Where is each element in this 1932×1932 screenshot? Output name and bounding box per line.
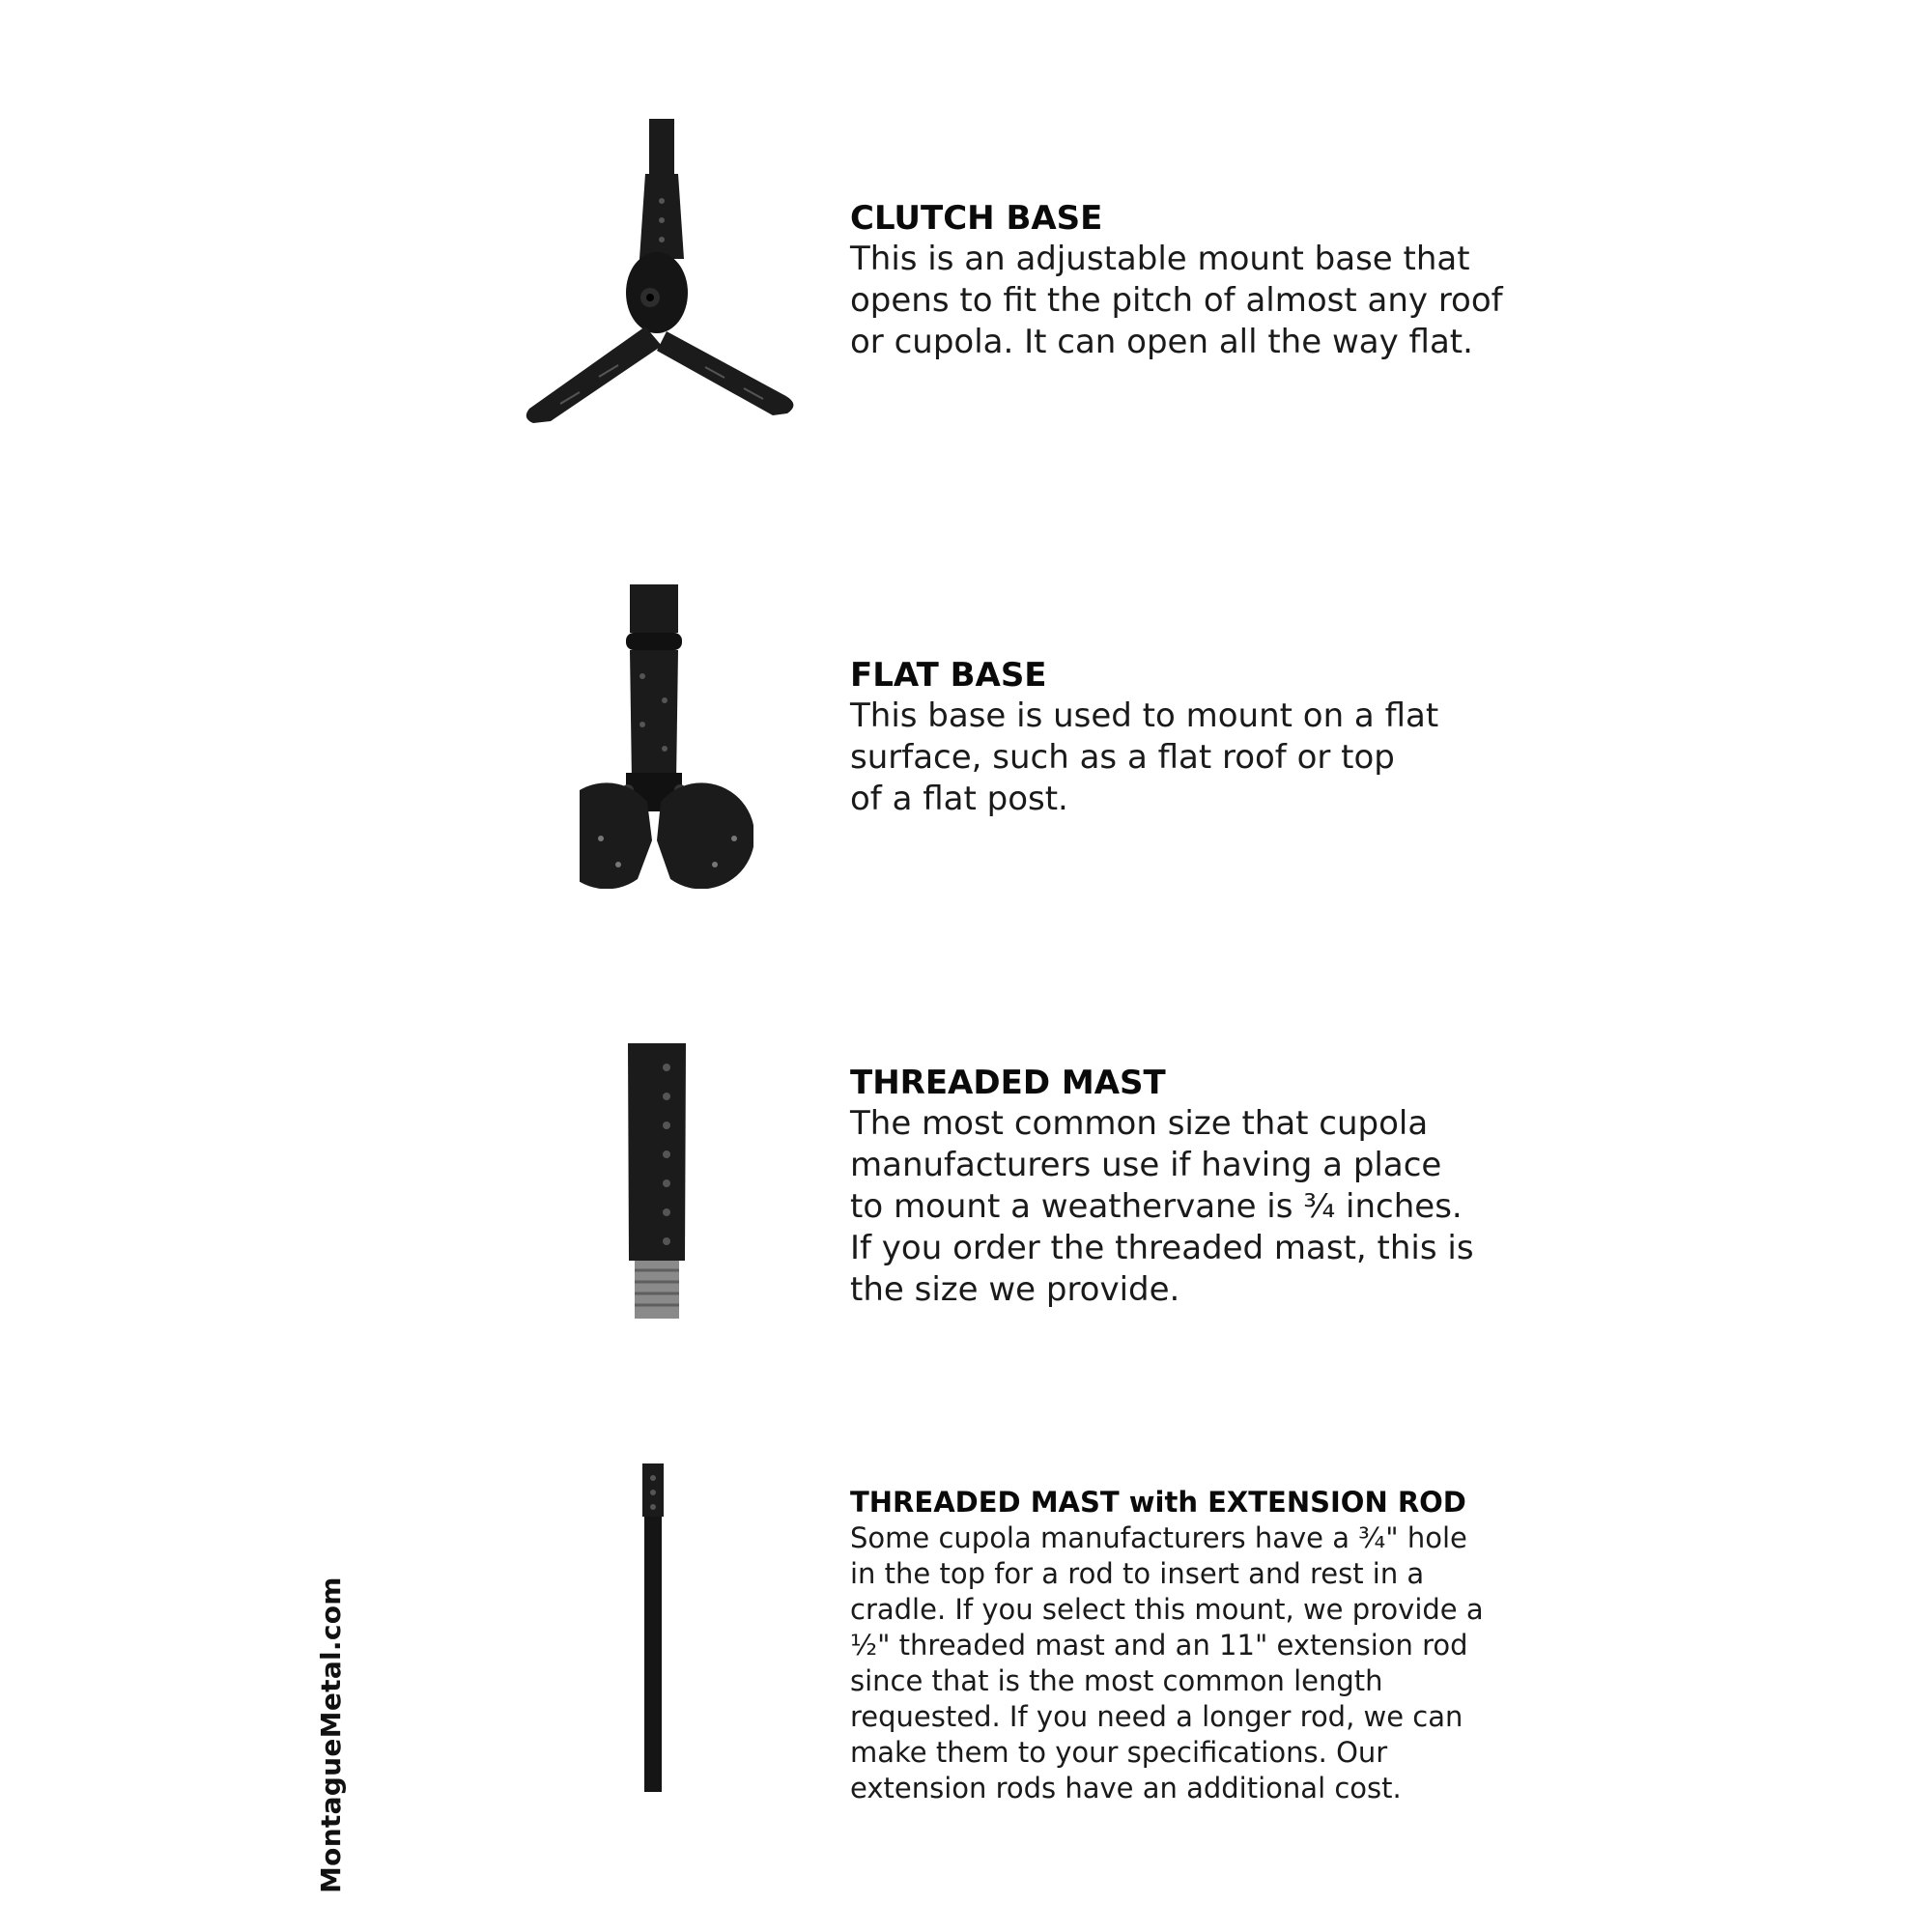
body-line: make them to your specifications. Our	[850, 1736, 1388, 1769]
body-line: or cupola. It can open all the way flat.	[850, 323, 1473, 361]
body-line: since that is the most common length	[850, 1664, 1383, 1697]
brand-website: MontagueMetal.com	[315, 1577, 347, 1893]
body-line: extension rods have an additional cost.	[850, 1772, 1402, 1804]
section-heading: THREADED MAST	[850, 1064, 1166, 1102]
body-line: Some cupola manufacturers have a ¾" hole	[850, 1521, 1467, 1554]
body-line: in the top for a rod to insert and rest in a	[850, 1557, 1425, 1590]
body-line: manufacturers use if having a place	[850, 1146, 1442, 1184]
body-line: opens to fit the pitch of almost any roof	[850, 281, 1503, 320]
clutch-base-image	[522, 114, 811, 433]
threaded-mast-text	[850, 1063, 1507, 1311]
section-heading: FLAT BASE	[850, 656, 1047, 695]
section-heading: CLUTCH BASE	[850, 199, 1103, 238]
flat-base-text	[850, 655, 1507, 820]
body-line: to mount a weathervane is ¾ inches.	[850, 1187, 1463, 1226]
body-line: This is an adjustable mount base that	[850, 240, 1470, 278]
clutch-base-text	[850, 198, 1507, 363]
body-line: ½" threaded mast and an 11" extension rod	[850, 1629, 1468, 1662]
body-line: surface, such as a flat roof or top	[850, 738, 1395, 777]
extension-rod-text	[850, 1484, 1507, 1806]
threaded-mast-image	[613, 1038, 710, 1328]
body-line: The most common size that cupola	[850, 1104, 1429, 1143]
extension-rod-image	[623, 1463, 681, 1792]
section-heading: THREADED MAST with EXTENSION ROD	[850, 1486, 1466, 1519]
body-line: If you order the threaded mast, this is	[850, 1229, 1474, 1267]
flat-base-image	[580, 580, 753, 889]
body-line: requested. If you need a longer rod, we can	[850, 1700, 1463, 1733]
body-line: of a flat post.	[850, 780, 1068, 818]
body-line: This base is used to mount on a flat	[850, 696, 1439, 735]
body-line: the size we provide.	[850, 1270, 1180, 1309]
body-line: cradle. If you select this mount, we provide a	[850, 1593, 1484, 1626]
